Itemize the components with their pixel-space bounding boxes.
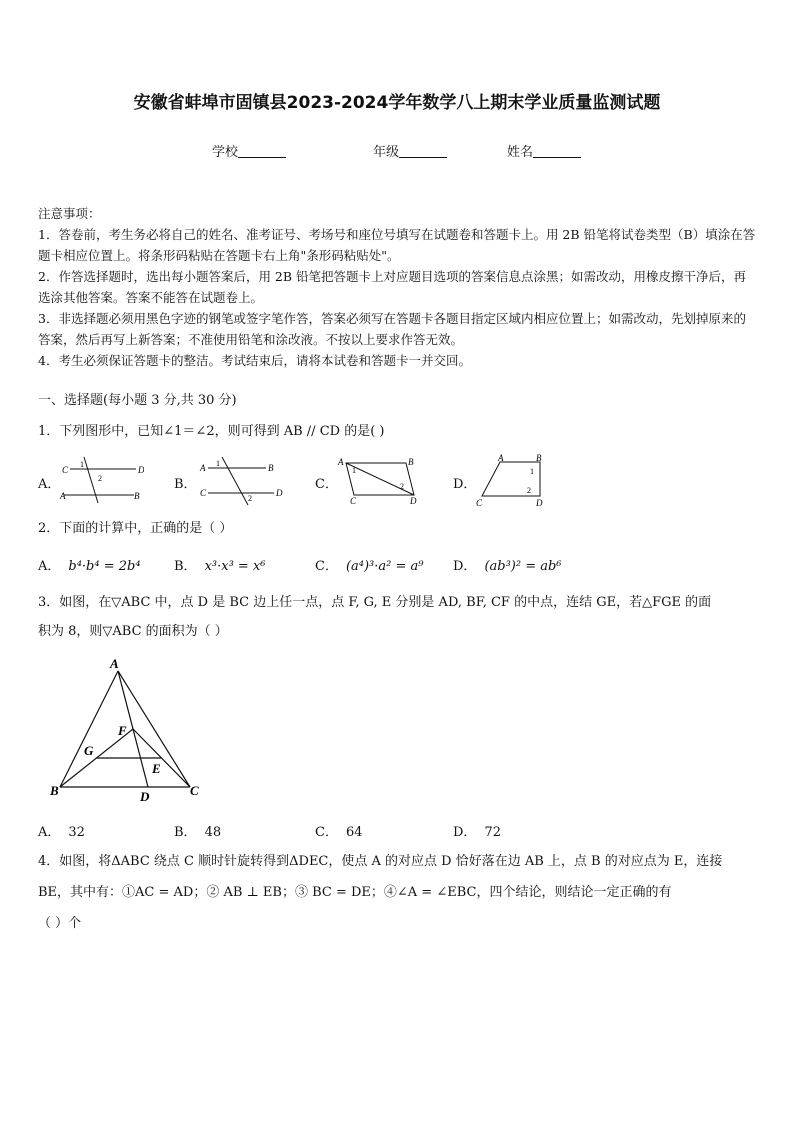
question-4-stem-line2: BE，其中有：①AC = AD；② AB ⊥ EB；③ BC = DE；④∠A = ∠EBC，四个结论，则结论一定正确的有 (38, 885, 672, 900)
q1-option-d-label[interactable]: D． (453, 477, 477, 492)
q3-option-a-value: 32 (68, 825, 85, 840)
svg-text:B: B (134, 491, 140, 501)
q3-option-a[interactable] (38, 821, 85, 840)
note-item-3: 3．非选择题必须用黑色字迹的钢笔或签字笔作答，答案必须写在答题卡各题目指定区域内相应位置上；如需改动，先划掉原来的答案，然后再写上新答案；不准使用铅笔和涂改液。不按以上要求作答无效。 (38, 311, 746, 347)
svg-text:D: D (138, 465, 144, 475)
svg-text:D: D (276, 488, 283, 498)
svg-text:2: 2 (98, 474, 102, 483)
page-title: 安徽省蚌埠市固镇县2023-2024学年数学八上期末学业质量监测试题 (133, 93, 661, 113)
svg-text:B: B (536, 453, 542, 463)
svg-text:1: 1 (530, 467, 534, 476)
svg-text:1: 1 (216, 459, 220, 468)
q3-option-c-value: 64 (345, 825, 363, 840)
svg-text:F: F (118, 723, 127, 738)
q2-option-a-label: A． (38, 559, 61, 574)
q2-option-d[interactable] (453, 555, 562, 574)
school-field[interactable] (212, 141, 286, 160)
note-item-2: 2．作答选择题时，选出每小题答案后，用 2B 铅笔把答题卡上对应题目选项的答案信息点涂黑；如需改动，用橡皮擦干净后，再选涂其他答案。答案不能答在试题卷上。 (38, 269, 747, 305)
svg-text:A: A (60, 491, 66, 501)
svg-text:A: A (338, 457, 344, 467)
q2-option-d-label: D． (453, 559, 477, 574)
svg-text:C: C (476, 498, 483, 508)
svg-text:G: G (84, 743, 94, 758)
question-4-stem-line3: （ ）个 (38, 916, 82, 931)
q2-option-c-label: C． (315, 559, 338, 574)
svg-text:2: 2 (527, 486, 531, 495)
note-item-4: 4．考生必须保证答题卡的整洁。考试结束后，请将本试卷和答题卡一并交回。 (38, 353, 471, 368)
q3-option-a-label: A． (38, 825, 61, 840)
q2-option-b-expr: x³·x³ = x⁶ (204, 559, 266, 574)
svg-text:C: C (190, 783, 199, 798)
svg-text:A: A (110, 656, 119, 671)
note-item-1: 1．答卷前，考生务必将自己的姓名、准考证号、考场号和座位号填写在试题卷和答题卡上。用 2B 铅笔将试卷类型（B）填涂在答题卡相应位置上。将条形码粘贴在答题卡右上角"条形码粘贴处"。 (38, 227, 756, 263)
q3-option-b[interactable] (174, 821, 221, 840)
q1-option-b-label[interactable]: B． (174, 477, 197, 492)
svg-text:2: 2 (400, 482, 404, 491)
name-label: 姓名 (507, 145, 534, 160)
q3-triangle-figure (46, 655, 206, 805)
svg-text:E: E (152, 761, 161, 776)
q1-figure-d (474, 452, 550, 508)
q1-option-c-label[interactable]: C． (315, 477, 338, 492)
svg-text:C: C (350, 496, 357, 505)
q3-option-c[interactable] (315, 821, 363, 840)
question-1-stem: 1．下列图形中，已知∠1＝∠2，则可得到 AB // CD 的是( ) (38, 424, 385, 439)
svg-text:A: A (498, 453, 504, 463)
question-3-stem-line2: 积为 8，则▽ABC 的面积为（ ） (38, 624, 228, 639)
svg-text:1: 1 (80, 460, 84, 469)
question-4-stem-line1: 4．如图，将ΔABC 绕点 C 顺时针旋转得到ΔDEC，使点 A 的对应点 D 恰好落在边 AB 上，点 B 的对应点为 E，连接 (38, 854, 723, 869)
q3-option-d-label: D． (453, 825, 477, 840)
svg-text:2: 2 (248, 494, 252, 503)
q3-option-c-label: C． (315, 825, 338, 840)
q2-option-b-label: B． (174, 559, 197, 574)
q1-figure-a (58, 455, 144, 505)
svg-text:C: C (200, 488, 207, 498)
q2-option-b[interactable] (174, 555, 265, 574)
grade-label: 年级 (373, 145, 400, 160)
question-2-stem: 2．下面的计算中，正确的是（ ） (38, 521, 233, 536)
svg-text:D: D (140, 789, 150, 804)
school-label: 学校 (212, 145, 239, 160)
svg-text:1: 1 (352, 466, 356, 475)
q3-option-b-label: B． (174, 825, 197, 840)
svg-text:D: D (536, 498, 543, 508)
question-3-stem-line1: 3．如图，在▽ABC 中，点 D 是 BC 边上任一点，点 F, G, E 分别是 AD, BF, CF 的中点，连结 GE，若△FGE 的面 (38, 595, 712, 610)
svg-text:B: B (268, 463, 274, 473)
q3-option-b-value: 48 (204, 825, 222, 840)
svg-text:C: C (62, 465, 69, 475)
svg-text:D: D (410, 496, 417, 505)
q3-option-d-value: 72 (484, 825, 501, 840)
q2-option-d-expr: (ab³)² = ab⁶ (484, 559, 562, 574)
notes-block (38, 203, 758, 371)
name-blank[interactable] (533, 145, 581, 158)
q1-figure-c (336, 453, 422, 505)
q2-option-a[interactable] (38, 555, 141, 574)
q1-figure-b (196, 455, 286, 507)
q1-option-a-label[interactable]: A． (38, 477, 61, 492)
q2-option-c-expr: (a⁴)³·a² = a⁹ (345, 559, 424, 574)
name-field[interactable] (507, 141, 581, 160)
svg-text:A: A (200, 463, 206, 473)
svg-text:B: B (50, 783, 59, 798)
svg-text:B: B (408, 457, 414, 467)
section-heading: 一、选择题(每小题 3 分,共 30 分) (38, 393, 237, 408)
q2-option-c[interactable] (315, 555, 423, 574)
school-blank[interactable] (238, 145, 286, 158)
notes-heading: 注意事项： (38, 206, 101, 221)
q2-option-a-expr: b⁴·b⁴ = 2b⁴ (68, 559, 141, 574)
q3-option-d[interactable] (453, 821, 501, 840)
grade-blank[interactable] (399, 145, 447, 158)
grade-field[interactable] (373, 141, 447, 160)
